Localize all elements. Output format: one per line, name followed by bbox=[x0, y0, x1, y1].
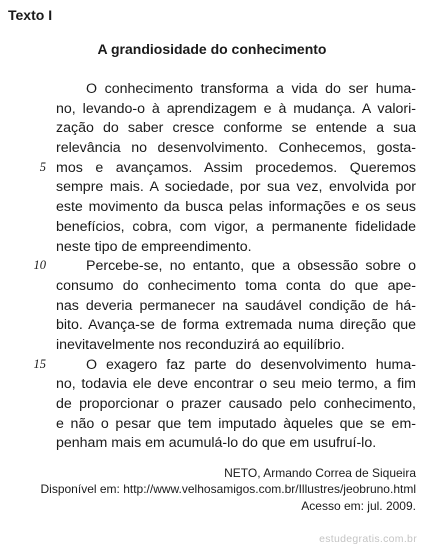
text-line: nas deveria permanecer na saudável condição de há- bbox=[56, 297, 416, 314]
text-line: zação do saber cresce conforme se entende a sua bbox=[56, 120, 416, 137]
text-line: de proporcionar o prazer causado pelo conhecimento, bbox=[56, 396, 416, 412]
source-author: NETO, Armando Correa de Siqueira bbox=[224, 466, 416, 480]
text-line: este movimento da busca pelas informações e os seus bbox=[56, 199, 416, 216]
source-access-date: Acesso em: jul. 2009. bbox=[301, 498, 416, 513]
text-line: Percebe-se, no entanto, que a obsessão sobre o bbox=[86, 258, 416, 275]
text-line: consumo do conhecimento toma conta do que ape- bbox=[56, 277, 416, 294]
text-line: O exagero faz parte do desenvolvimento huma- bbox=[86, 356, 416, 373]
text-line: benefícios, cobra, com vigor, a permanente fidelidade bbox=[56, 218, 416, 235]
text-line: bito. Avança-se de forma extremada numa direção que bbox=[56, 317, 416, 334]
text-line: penham mais em acumulá-lo do que em usufruí-lo. bbox=[56, 435, 377, 452]
text-label: Texto I bbox=[8, 7, 53, 23]
text-line: no, levando-o à aprendizagem e à mudança. A valori- bbox=[56, 100, 416, 117]
article-body bbox=[56, 80, 416, 454]
text-line: O conhecimento transforma a vida do ser huma- bbox=[86, 81, 416, 97]
watermark: estudegratis.com.br bbox=[319, 533, 417, 545]
text-line: e não o pesar que tem imputado àqueles que se em- bbox=[56, 415, 416, 432]
source-url: Disponível em: http://www.velhosamigos.com.br/Illustres/jeobruno.html bbox=[40, 482, 416, 497]
line-number-5: 5 bbox=[39, 160, 46, 174]
text-line: mos e avançamos. Assim procedemos. Queremos bbox=[56, 159, 416, 176]
text-line: no, todavia ele deve encontrar o seu meio termo, a fim bbox=[56, 376, 416, 393]
source-citation bbox=[6, 465, 416, 514]
text-line: neste tipo de empreendimento. bbox=[56, 238, 252, 255]
text-line: relevância no desenvolvimento. Conhecemos, gosta- bbox=[56, 140, 416, 157]
article-title: A grandiosidade do conhecimento bbox=[97, 41, 327, 57]
line-number-15: 15 bbox=[33, 357, 46, 371]
line-number-10: 10 bbox=[33, 258, 46, 272]
text-line: sempre mais. A sociedade, por sua vez, envolvida por bbox=[56, 179, 416, 196]
text-line: inevitavelmente nos reconduzirá ao equilíbrio. bbox=[56, 336, 345, 353]
